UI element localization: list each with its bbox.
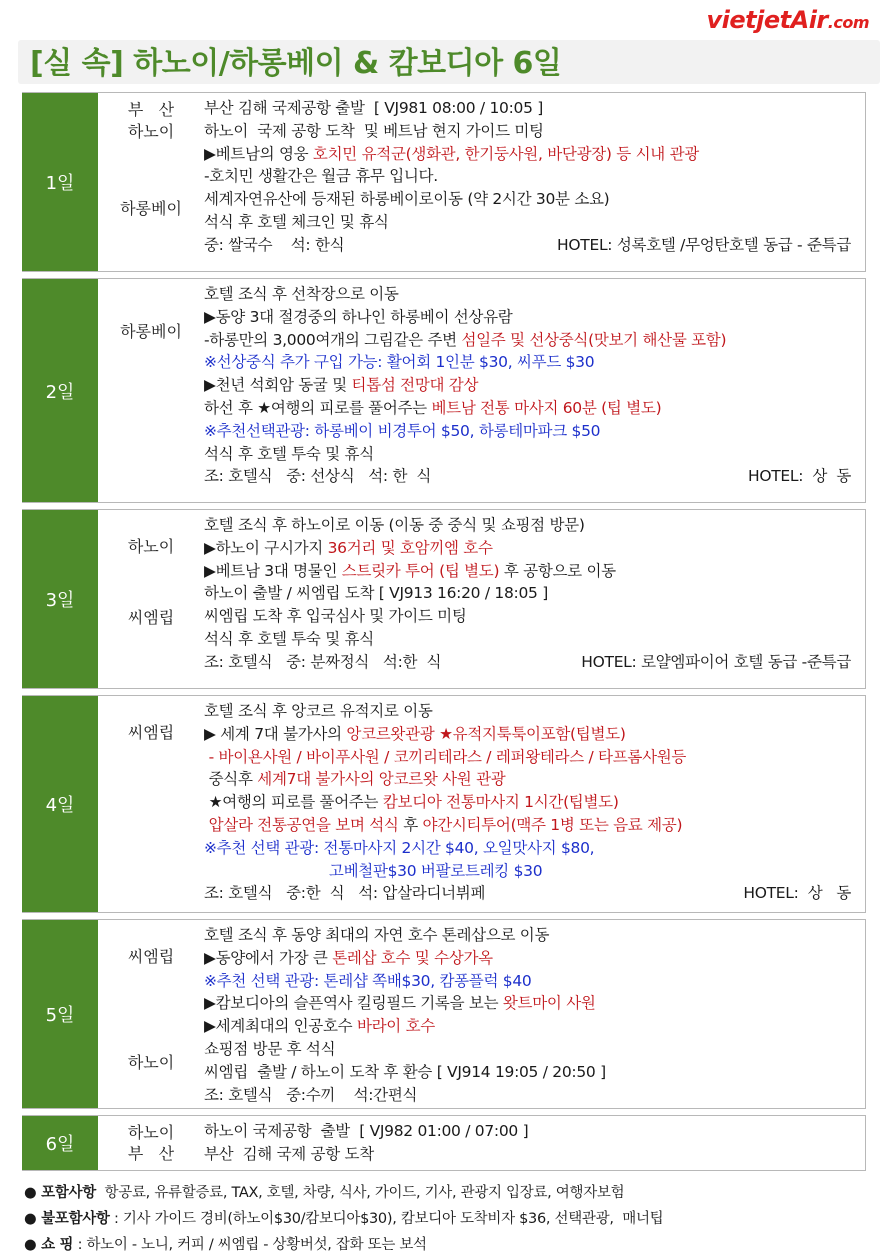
schedule-text: ▶하노이 구시가지 — [204, 538, 328, 557]
optional-tour-text: 고베철판$30 버팔로트레킹 $30 — [204, 861, 543, 880]
schedule-line — [204, 97, 865, 120]
schedule-text: 씨엠립 도착 후 입국심사 및 가이드 미팅 — [204, 607, 467, 626]
notes-section — [24, 1180, 874, 1258]
schedule-text: ▶캄보디아의 슬픈역사 킬링필드 기록을 보는 — [204, 994, 503, 1013]
day-places — [98, 920, 204, 1108]
place-name: 하노이 — [127, 537, 175, 556]
schedule-text: 중: 쌀국수 석: 한식 — [204, 235, 345, 254]
schedule-text: 석식 후 호텔 체크인 및 휴식 — [204, 212, 389, 231]
note-key: ● 불포함사항 — [24, 1211, 110, 1227]
schedule-line — [204, 188, 865, 211]
day-row — [22, 695, 866, 913]
schedule-line — [204, 605, 865, 628]
optional-tour-text: ※추천 선택 관광: 톤레샵 쪽배$30, 캄퐁플럭 $40 — [204, 971, 532, 990]
optional-tour-text: ※추천 선택 관광: 전통마사지 2시간 $40, 오일맛사지 $80, — [204, 838, 595, 857]
itinerary-table — [22, 92, 866, 1177]
schedule-line — [204, 746, 865, 769]
hotel-info: HOTEL: 상 동 — [747, 467, 851, 486]
schedule-text: ▶천년 석회암 동굴 및 — [204, 376, 352, 395]
schedule-line — [204, 1143, 865, 1166]
note-text: 항공료, 유류할증료, TAX, 호텔, 차량, 식사, 가이드, 기사, 관광지 입장료, 여행자보험 — [95, 1185, 625, 1201]
schedule-line — [204, 443, 865, 466]
schedule-text: -호치민 생활간은 월금 휴무 입니다. — [204, 167, 438, 186]
day-places — [98, 510, 204, 688]
schedule-text: 부산 김해 국제 공항 도착 — [204, 1144, 374, 1163]
place-name: 씨엠립 — [127, 608, 175, 627]
schedule-line — [204, 651, 865, 674]
day-places — [98, 93, 204, 271]
place-name: 하노이 — [127, 122, 175, 141]
schedule-line — [204, 924, 865, 947]
day-label: 3일 — [22, 510, 98, 688]
hotel-info: HOTEL: 성록호텔 /무엉탄호텔 동급 - 준특급 — [557, 235, 851, 254]
schedule-line — [204, 1061, 865, 1084]
day-schedule — [204, 510, 865, 688]
schedule-line — [204, 120, 865, 143]
schedule-text: -하롱만의 3,000여개의 그림같은 주변 — [204, 330, 462, 349]
day-row — [22, 92, 866, 272]
schedule-text: 석식 후 호텔 투숙 및 휴식 — [204, 444, 374, 463]
schedule-line — [204, 351, 865, 374]
schedule-text: 쇼핑점 방문 후 석식 — [204, 1039, 336, 1058]
schedule-line — [204, 465, 865, 488]
schedule-line — [204, 420, 865, 443]
schedule-line — [204, 947, 865, 970]
schedule-text: ▶베트남의 영웅 — [204, 144, 313, 163]
day-row — [22, 919, 866, 1109]
schedule-text: ▶동양에서 가장 큰 — [204, 948, 333, 967]
schedule-text: 후 — [398, 815, 423, 834]
optional-tour-text: ※추천선택관광: 하롱베이 비경투어 $50, 하롱테마파크 $50 — [204, 421, 601, 440]
place-name: 하노이 — [127, 1123, 175, 1142]
schedule-line — [204, 1038, 865, 1061]
highlight-text: - 바이욘사원 / 바이푸사원 / 코끼리테라스 / 레퍼왕테라스 / 타프롬사원등 — [204, 747, 687, 766]
highlight-text: 바라이 호수 — [356, 1017, 435, 1036]
schedule-line — [204, 1015, 865, 1038]
highlight-text: 야간시티투어(맥주 1병 또는 음료 제공) — [422, 815, 683, 834]
schedule-line — [204, 992, 865, 1015]
highlight-text: 세계7대 불가사의 앙코르왓 사원 관광 — [257, 770, 506, 789]
schedule-line — [204, 234, 865, 257]
schedule-text: 호텔 조식 후 하노이로 이동 (이동 중 중식 및 쇼핑점 방문) — [204, 516, 585, 534]
place-name: 부 산 — [127, 1144, 175, 1163]
day-schedule — [204, 696, 865, 912]
highlight-text: 앙코르왓관광 ★유적지툭툭이포함(팁별도) — [346, 724, 626, 743]
day-schedule — [204, 1116, 865, 1170]
schedule-line — [204, 211, 865, 234]
schedule-text: 호텔 조식 후 선착장으로 이동 — [204, 285, 399, 303]
schedule-line — [204, 514, 865, 537]
schedule-text: 조: 호텔식 중: 분짜정식 석:한 식 — [204, 652, 442, 671]
schedule-line — [204, 970, 865, 993]
day-label: 5일 — [22, 920, 98, 1108]
note-line — [24, 1206, 874, 1232]
schedule-line — [204, 560, 865, 583]
highlight-text: 36거리 및 호암끼엠 호수 — [327, 538, 493, 557]
highlight-text: 스트릿카 투어 (팁 별도) — [341, 561, 500, 580]
schedule-text: ▶ 세계 7대 불가사의 — [204, 724, 347, 743]
schedule-text: 세계자연유산에 등재된 하롱베이로이동 (약 2시간 30분 소요) — [204, 190, 610, 209]
day-label: 1일 — [22, 93, 98, 271]
schedule-line — [204, 582, 865, 605]
schedule-text: ▶세계최대의 인공호수 — [204, 1017, 357, 1036]
note-text: : 기사 가이드 경비(하노이$30/캄보디아$30), 캄보디아 도착비자 $36, 선택관광, 매너팁 — [109, 1211, 664, 1227]
schedule-text: 중식후 — [204, 770, 258, 789]
note-line — [24, 1180, 874, 1206]
schedule-line — [204, 860, 865, 883]
schedule-text: ▶베트남 3대 명물인 — [204, 561, 342, 580]
schedule-text: 후 공항으로 이동 — [499, 561, 616, 580]
day-row — [22, 278, 866, 503]
note-key: ● 쇼 핑 — [24, 1237, 74, 1253]
place-name: 씨엠립 — [127, 947, 175, 966]
schedule-line — [204, 768, 865, 791]
schedule-text: 석식 후 호텔 투숙 및 휴식 — [204, 629, 374, 648]
highlight-text: 섬일주 및 선상중식(맛보기 해산물 포함) — [461, 330, 727, 349]
highlight-text: 베트남 전통 마사지 60분 (팁 별도) — [431, 398, 662, 417]
optional-tour-text: ※선상중식 추가 구입 가능: 활어회 1인분 $30, 씨푸드 $30 — [204, 353, 595, 372]
day-schedule — [204, 920, 865, 1108]
schedule-line — [204, 1120, 865, 1143]
schedule-text: 조: 호텔식 중: 선상식 석: 한 식 — [204, 467, 432, 486]
schedule-text: 조: 호텔식 중:수끼 석:간편식 — [204, 1085, 418, 1104]
day-row — [22, 1115, 866, 1171]
place-name: 씨엠립 — [127, 723, 175, 742]
place-name: 하롱베이 — [120, 322, 182, 341]
note-text: : 하노이 - 노니, 커피 / 씨엠립 - 상황버섯, 잡화 또는 보석 — [73, 1237, 427, 1253]
hotel-info: HOTEL: 로얄엠파이어 호텔 동급 -준특급 — [581, 652, 851, 671]
day-row — [22, 509, 866, 689]
schedule-line — [204, 814, 865, 837]
schedule-line — [204, 329, 865, 352]
hotel-info: HOTEL: 상 동 — [743, 884, 851, 903]
schedule-line — [204, 537, 865, 560]
day-places — [98, 696, 204, 912]
place-name: 하롱베이 — [120, 199, 182, 218]
highlight-text: 캄보디아 전통마사지 1시간(팁별도) — [382, 793, 619, 812]
schedule-line — [204, 791, 865, 814]
day-label: 2일 — [22, 279, 98, 502]
schedule-line — [204, 143, 865, 166]
schedule-line — [204, 700, 865, 723]
schedule-text: ▶동양 3대 절경중의 하나인 하롱베이 선상유람 — [204, 307, 513, 326]
schedule-line — [204, 165, 865, 188]
schedule-line — [204, 306, 865, 329]
schedule-line — [204, 628, 865, 651]
day-schedule — [204, 93, 865, 271]
schedule-text: 호텔 조식 후 동양 최대의 자연 호수 톤레삽으로 이동 — [204, 926, 550, 944]
schedule-text: 부산 김해 국제공항 출발 [ VJ981 08:00 / 10:05 ] — [204, 99, 544, 117]
place-name: 하노이 — [127, 1053, 175, 1072]
day-places — [98, 1116, 204, 1170]
schedule-line — [204, 1084, 865, 1107]
vietjet-air-logo: vietjetAir.com — [706, 6, 869, 34]
schedule-text: 하선 후 ★여행의 피로를 풀어주는 — [204, 398, 432, 417]
schedule-text: 하노이 국제공항 출발 [ VJ982 01:00 / 07:00 ] — [204, 1122, 529, 1140]
schedule-text: ★여행의 피로를 풀어주는 — [204, 793, 383, 812]
schedule-text: 씨엠립 출발 / 하노이 도착 후 환승 [ VJ914 19:05 / 20:50 ] — [204, 1062, 606, 1081]
schedule-line — [204, 374, 865, 397]
schedule-text: 하노이 국제 공항 도착 및 베트남 현지 가이드 미팅 — [204, 121, 544, 140]
schedule-line — [204, 882, 865, 905]
highlight-text: 압살라 전통공연을 보며 석식 — [204, 815, 399, 834]
note-line — [24, 1232, 874, 1258]
day-label: 6일 — [22, 1116, 98, 1170]
highlight-text: 호치민 유적군(생화관, 한기둥사원, 바단광장) 등 시내 관광 — [312, 144, 699, 163]
schedule-text: 하노이 출발 / 씨엠립 도착 [ VJ913 16:20 / 18:05 ] — [204, 584, 548, 603]
day-label: 4일 — [22, 696, 98, 912]
note-key: ● 포함사항 — [24, 1185, 96, 1201]
day-schedule — [204, 279, 865, 502]
place-name: 부 산 — [127, 100, 175, 119]
schedule-line — [204, 283, 865, 306]
page-title: [실 속] 하노이/하롱베이 & 캄보디아 6일 — [30, 46, 562, 81]
schedule-line — [204, 837, 865, 860]
highlight-text: 왓트마이 사원 — [502, 994, 596, 1013]
schedule-line — [204, 397, 865, 420]
schedule-text: 호텔 조식 후 앙코르 유적지로 이동 — [204, 702, 433, 720]
highlight-text: 티톱섬 전망대 감상 — [351, 376, 479, 395]
schedule-line — [204, 723, 865, 746]
highlight-text: 톤레삽 호수 및 수상가옥 — [332, 948, 493, 967]
day-places — [98, 279, 204, 502]
schedule-text: 조: 호텔식 중:한 식 석: 압살라디너뷔페 — [204, 884, 486, 903]
